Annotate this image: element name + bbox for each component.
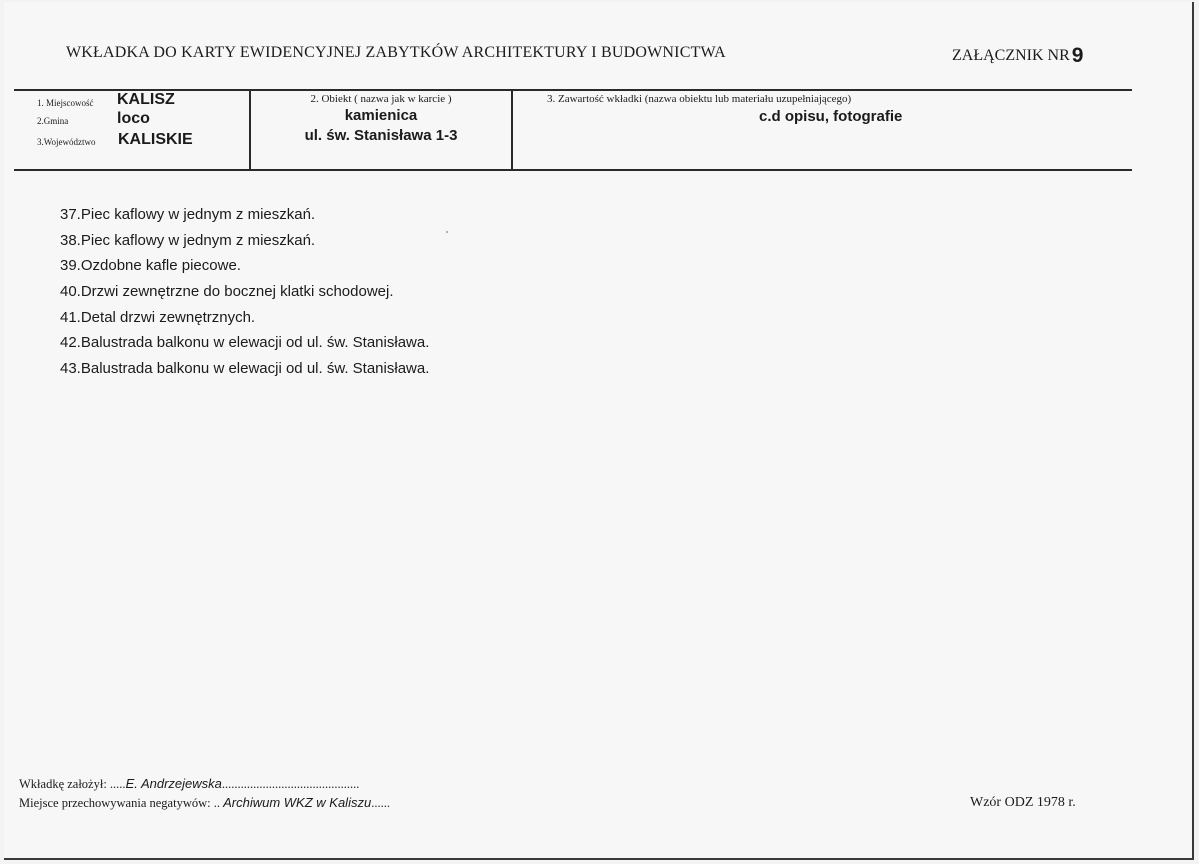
list-item: 40.Drzwi zewnętrzne do bocznej klatki schodowej. xyxy=(60,283,394,301)
commune-label: 2.Gmina xyxy=(37,116,69,126)
author-line xyxy=(19,776,359,792)
storage-label: Miejsce przechowywania negatywów: .. xyxy=(19,796,224,810)
voivodeship-label: 3.Województwo xyxy=(37,137,96,147)
list-item: 37.Piec kaflowy w jednym z mieszkań. xyxy=(60,206,316,223)
storage-line xyxy=(19,795,390,811)
list-item: 41.Detal drzwi zewnętrznych. xyxy=(60,308,256,326)
annex-number xyxy=(952,44,1083,68)
template-reference xyxy=(970,795,1076,811)
annex-number-value: 9 xyxy=(1071,44,1084,67)
object-address: ul. św. Stanisława 1-3 xyxy=(304,127,458,144)
author-trail: ............................................ xyxy=(221,777,360,791)
author-value: E. Andrzejewska xyxy=(125,776,222,791)
contents-value: c.d opisu, fotografie xyxy=(759,108,903,125)
template-label: Wzór xyxy=(970,795,1002,810)
contents-heading: 3. Zawartość wkładki (nazwa obiektu lub materiału uzupełniającego) xyxy=(547,93,852,105)
object-name: kamienica xyxy=(344,107,418,124)
author-label: Wkładkę założył: ..... xyxy=(19,777,126,791)
item-list xyxy=(60,205,429,385)
voivodeship-value: KALISKIE xyxy=(118,131,193,148)
template-suffix: r. xyxy=(1068,795,1076,810)
list-item: 43.Balustrada balkonu w elewacji od ul. św. Stanisława. xyxy=(60,360,430,378)
middle-rule xyxy=(14,169,1132,171)
storage-value: Archiwum WKZ w Kaliszu xyxy=(223,795,372,810)
annex-label: ZAŁĄCZNIK NR xyxy=(952,47,1070,64)
town-label: 1. Miejscowość xyxy=(37,98,94,108)
object-heading: 2. Obiekt ( nazwa jak w karcie ) xyxy=(310,93,452,105)
top-rule xyxy=(14,89,1132,91)
template-year: 1978 xyxy=(1036,795,1065,810)
town-value: KALISZ xyxy=(117,91,175,108)
list-item: 39.Ozdobne kafle piecowe. xyxy=(60,257,241,275)
template-code: ODZ xyxy=(1004,795,1034,810)
commune-value: loco xyxy=(117,110,150,127)
paper-speck xyxy=(446,231,448,233)
form-title: WKŁADKA DO KARTY EWIDENCYJNEJ ZABYTKÓW ARCHITEKTURY I BUDOWNICTWA xyxy=(66,44,726,61)
list-item: 42.Balustrada balkonu w elewacji od ul. św. Stanisława. xyxy=(60,334,430,352)
list-item: 38.Piec kaflowy w jednym z mieszkań. xyxy=(60,231,316,249)
storage-trail: ...... xyxy=(371,796,390,810)
